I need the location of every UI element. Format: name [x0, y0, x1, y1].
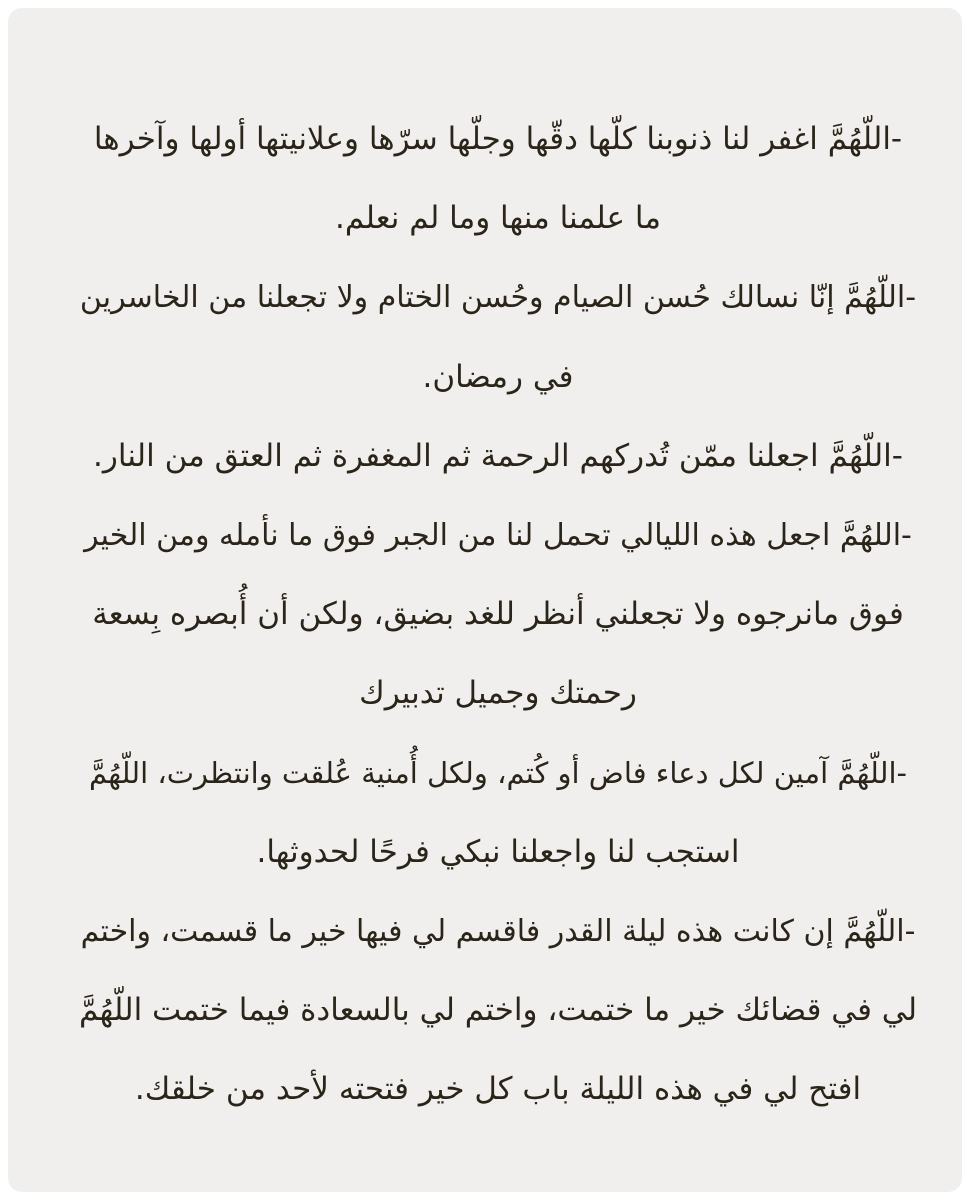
text-line: فوق مانرجوه ولا تجعلني أنظر للغد بضيق، ولكن أن أُبصره بِسعة: [92, 596, 904, 633]
prayer-text: [78, 100, 918, 1129]
text-line: استجب لنا واجعلنا نبكي فرحًا لحدوثها.: [256, 833, 740, 870]
document-page: [8, 8, 962, 1192]
text-line: -اللّهُمَّ اغفر لنا ذنوبنا كلّها دقّها وجلّها سرّها وعلانيتها أولها وآخرها: [93, 121, 903, 157]
text-line: -اللّهُمَّ اجعلنا ممّن تُدركهم الرحمة ثم المغفرة ثم العتق من النار.: [93, 437, 903, 474]
text-line: رحمتك وجميل تدبيرك: [359, 675, 637, 712]
text-line: -اللّهُمَّ إنّا نسالك حُسن الصيام وحُسن الختام ولا تجعلنا من الخاسرين: [79, 280, 917, 316]
text-line: -اللّهُمَّ آمين لكل دعاء فاض أو كُتم، ولكل أُمنية عُلقت وانتظرت، اللّهُمَّ: [89, 755, 907, 790]
text-line: في رمضان.: [422, 358, 574, 395]
text-line: ما علمنا منها وما لم نعلم.: [335, 200, 661, 237]
text-line: لي في قضائك خير ما ختمت، واختم لي بالسعادة فيما ختمت اللّهُمَّ: [78, 992, 918, 1029]
text-line: افتح لي في هذه الليلة باب كل خير فتحته لأحد من خلقك.: [134, 1071, 862, 1108]
text-line: -اللّهُمَّ إن كانت هذه ليلة القدر فاقسم لي فيها خير ما قسمت، واختم: [80, 913, 916, 949]
text-line: -اللهُمَّ اجعل هذه الليالي تحمل لنا من الجبر فوق ما نأمله ومن الخير: [84, 517, 912, 553]
